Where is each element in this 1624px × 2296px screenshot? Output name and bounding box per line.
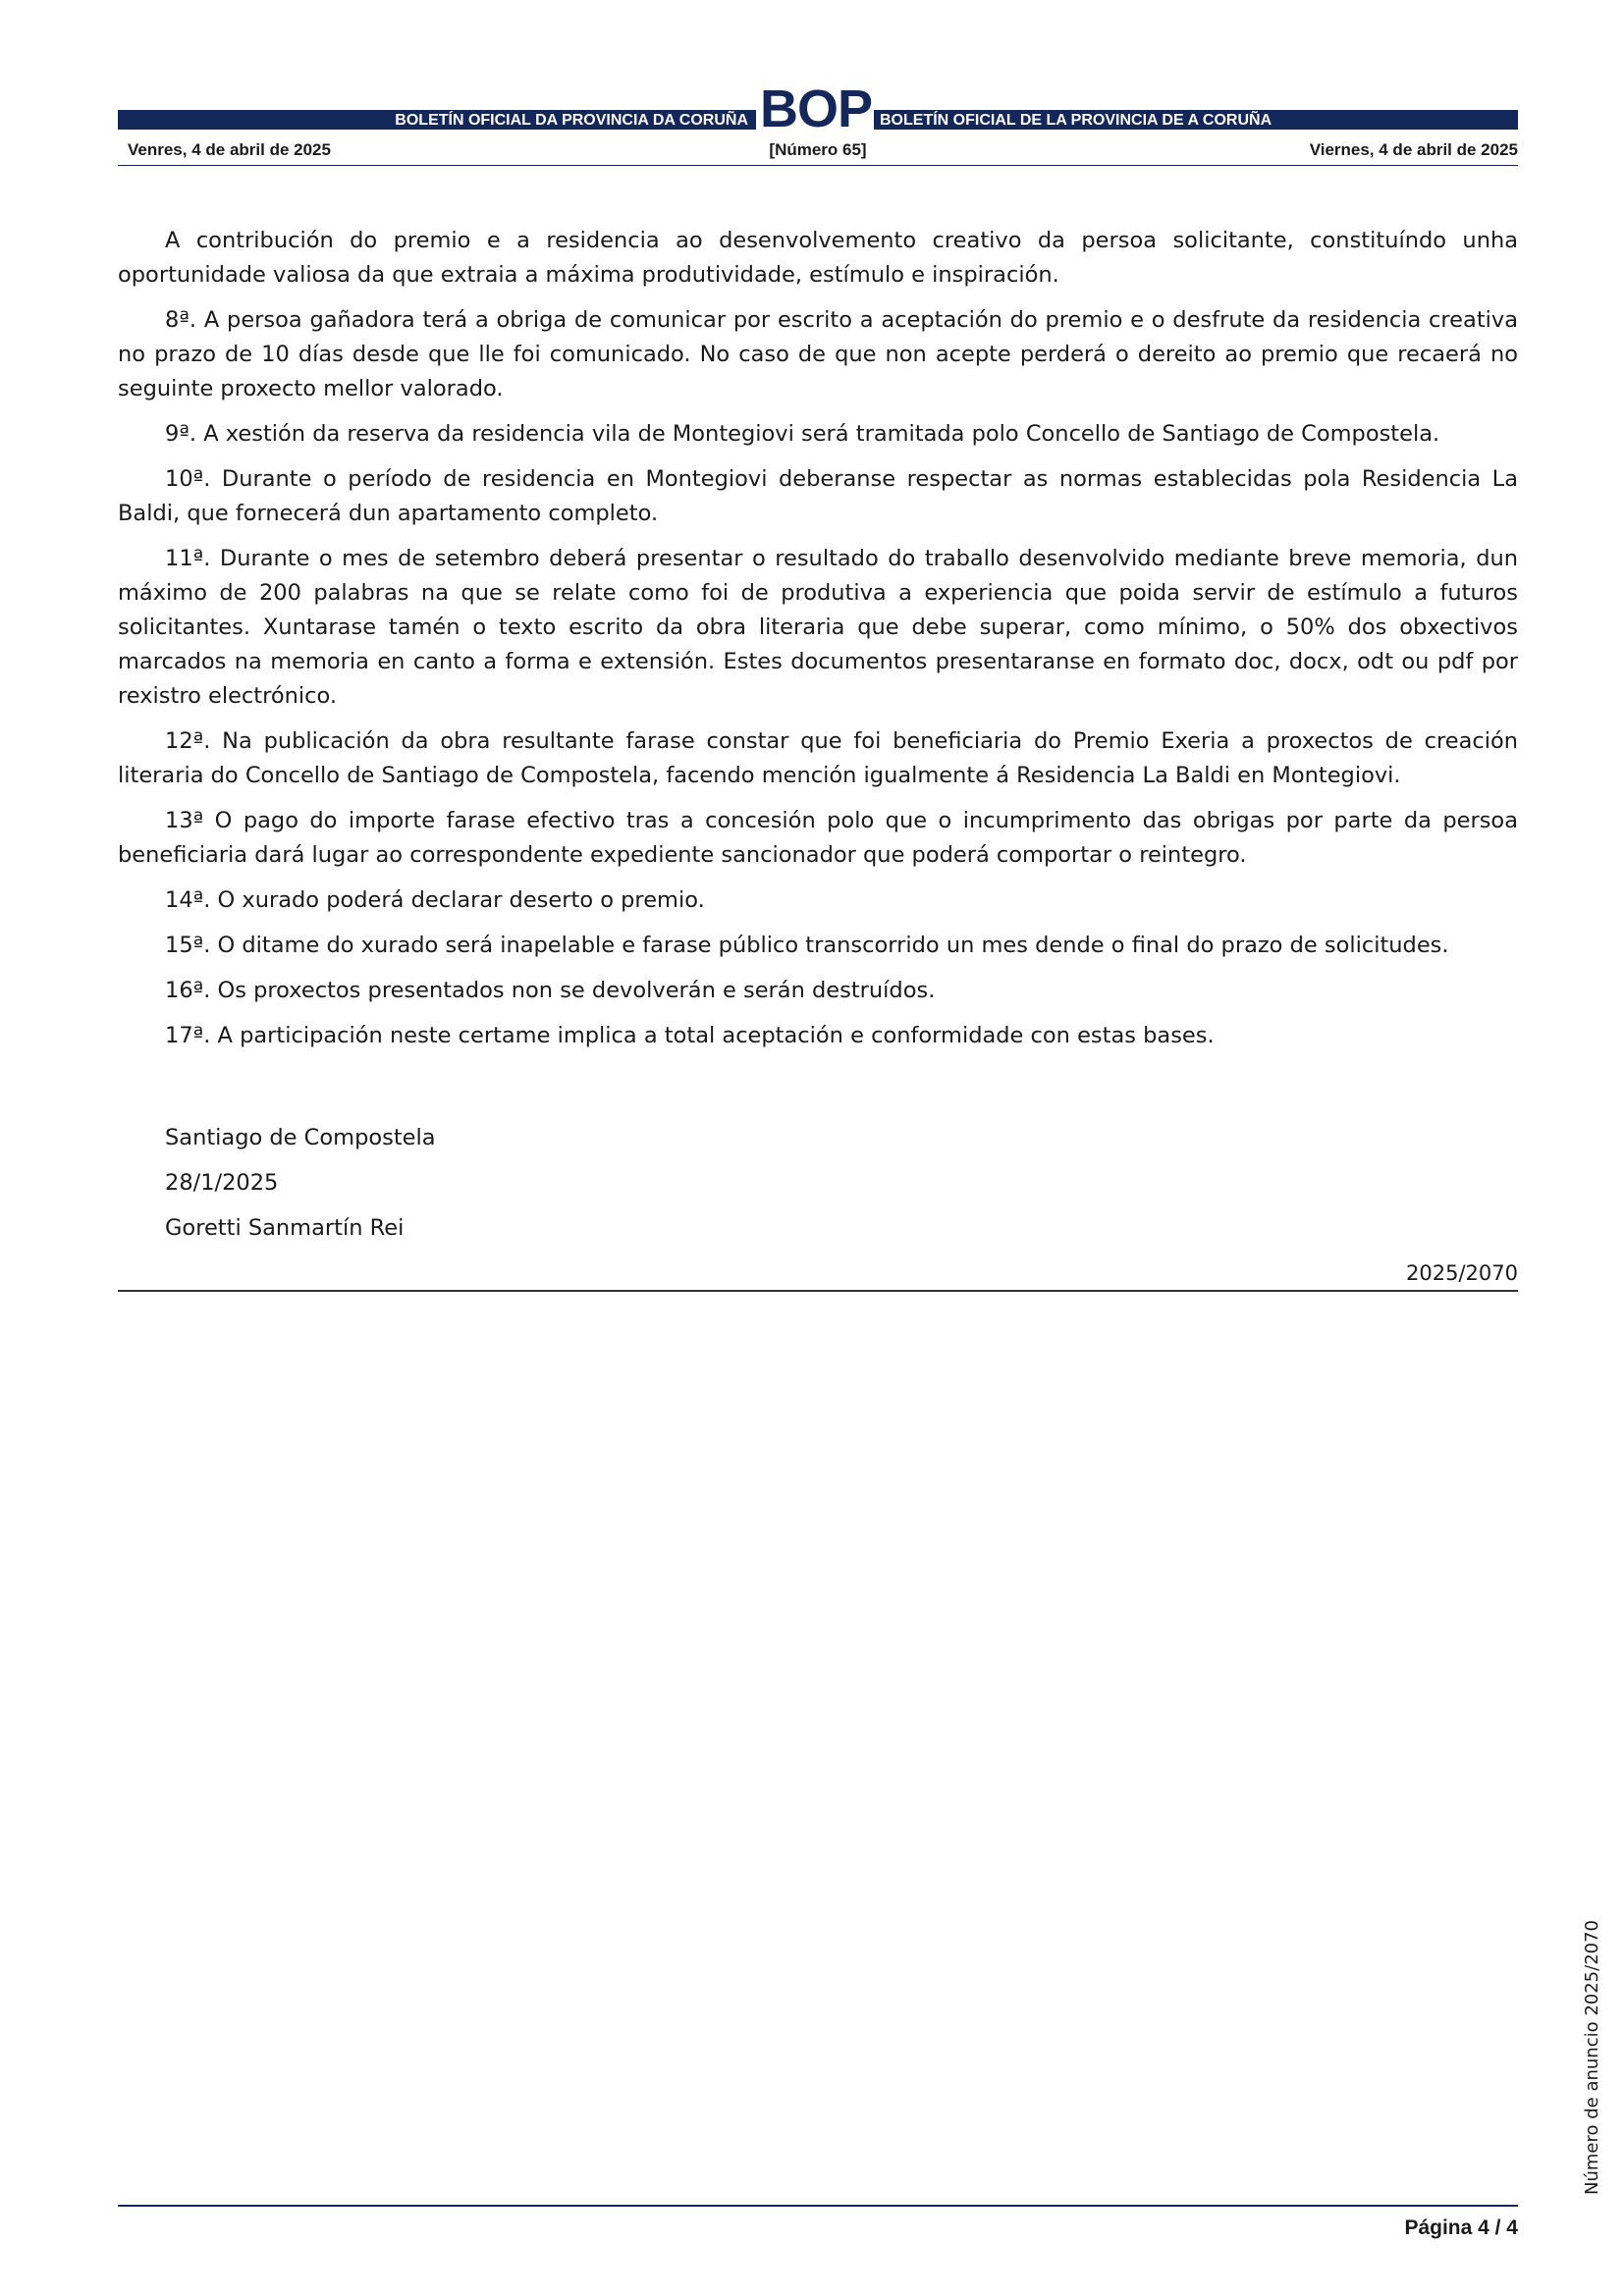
header-date-galician: Venres, 4 de abril de 2025 [128,140,331,159]
body-paragraph: 14ª. O xurado poderá declarar deserto o premio. [165,887,705,913]
signature-date: 28/1/2025 [165,1170,279,1196]
bop-logo: BOP [759,80,873,138]
announcement-divider [118,1290,1518,1292]
body-paragraph: 15ª. O ditame do xurado será inapelable e farase público transcorrido un mes dende o final do prazo de solicitudes. [165,933,1449,958]
header-date-spanish: Viernes, 4 de abril de 2025 [1309,140,1518,159]
signature-place: Santiago de Compostela [165,1125,436,1150]
announcement-number-side-note: Número de anuncio 2025/2070 [1582,1919,1602,2195]
header-banner-spanish: BOLETÍN OFICIAL DE LA PROVINCIA DE A CORUÑA [874,110,1518,130]
header-issue-number: [Número 65] [769,140,867,159]
header-banner-galician: BOLETÍN OFICIAL DA PROVINCIA DA CORUÑA [118,110,756,130]
body-paragraph: 9ª. A xestión da reserva da residencia vila de Montegiovi será tramitada polo Concello de Santiago de Compostela. [165,421,1440,447]
document-body [118,224,1518,1064]
signature-signer: Goretti Sanmartín Rei [165,1215,405,1241]
body-paragraph: 8ª. A persoa gañadora terá a obriga de comunicar por escrito a aceptación do premio e o desfrute da residencia creativa no prazo de 10 días desde que lle foi comunicado. No caso de que non acepte perderá o dereito ao premio que recaerá no seguinte proxecto mellor valorado. [118,307,1518,401]
header-divider [118,165,1518,166]
footer-divider [118,2205,1518,2207]
bop-header [118,80,1518,167]
body-paragraph: 11ª. Durante o mes de setembro deberá presentar o resultado do traballo desenvolvido mediante breve memoria, dun máximo de 200 palabras na que se relate como foi de produtiva a experiencia que poida servir de estímulo a futuros solicitantes. Xuntarase tamén o texto escrito da obra literaria que debe superar, como mínimo, o 50% dos obxectivos marcados na memoria en canto a forma e extensión. Estes documentos presentaranse en formato doc, docx, odt ou pdf por rexistro electrónico. [118,546,1518,709]
body-paragraph: 16ª. Os proxectos presentados non se devolverán e serán destruídos. [165,978,936,1003]
body-paragraph: 12ª. Na publicación da obra resultante farase constar que foi beneficiaria do Premio Exeria a proxectos de creación literaria do Concello de Santiago de Compostela, facendo mención igualmente á Residencia La Baldi en Montegiovi. [118,728,1518,788]
body-paragraph: 13ª O pago do importe farase efectivo tras a concesión polo que o incumprimento das obrigas por parte da persoa beneficiaria dará lugar ao correspondente expediente sancionador que poderá comportar o reintegro. [118,808,1518,868]
body-paragraph: 10ª. Durante o período de residencia en Montegiovi deberanse respectar as normas establecidas pola Residencia La Baldi, que fornecerá dun apartamento completo. [118,466,1518,526]
page-number: Página 4 / 4 [1404,2216,1518,2239]
body-paragraph: A contribución do premio e a residencia ao desenvolvemento creativo da persoa solicitante, constituíndo unha oportunidade valiosa da que extraia a máxima produtividade, estímulo e inspiración. [118,228,1518,288]
body-paragraph: 17ª. A participación neste certame implica a total aceptación e conformidade con estas bases. [165,1023,1215,1048]
announcement-reference: 2025/2070 [1406,1261,1518,1285]
